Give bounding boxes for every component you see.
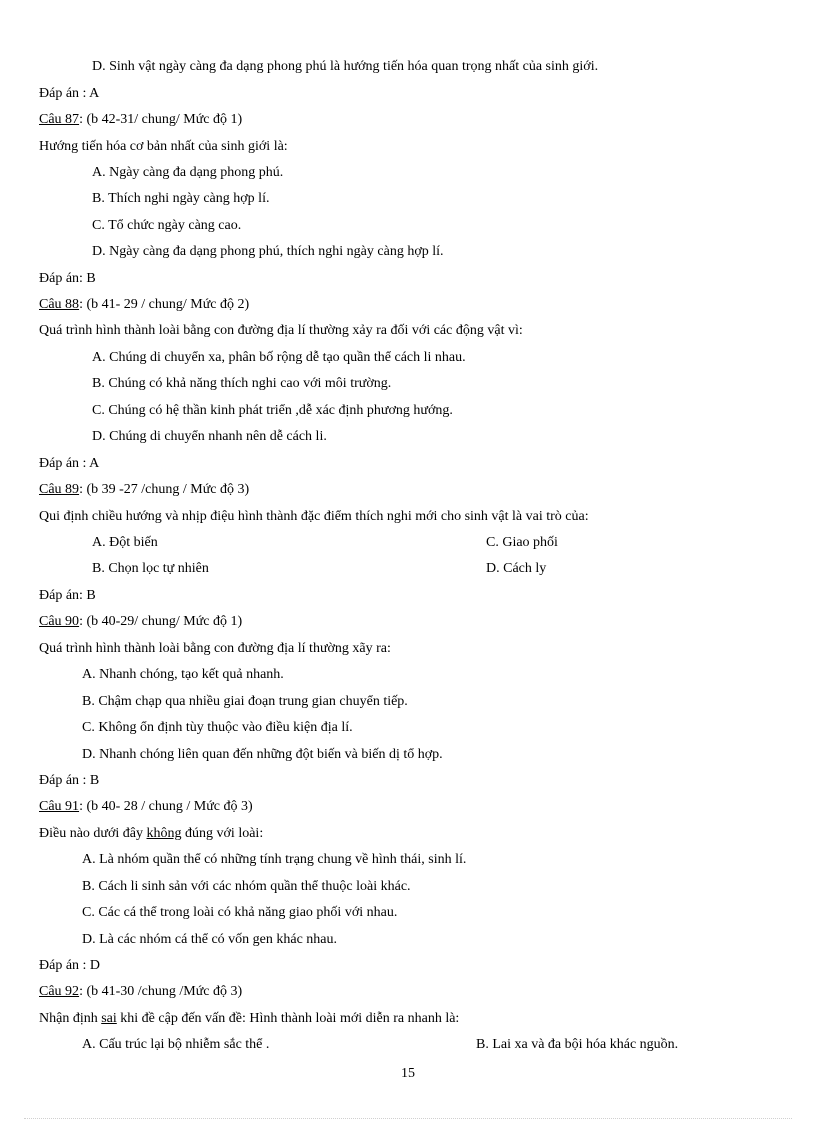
q90-option-d: D. Nhanh chóng liên quan đến những đột biến và biến dị tổ hợp. (82, 747, 443, 762)
q88-heading (39, 296, 249, 314)
q92-option-a: A. Cấu trúc lại bộ nhiễm sắc thể . (82, 1037, 270, 1052)
q91-option-b: B. Cách li sinh sản với các nhóm quần thể thuộc loài khác. (82, 879, 411, 894)
q87-stem: Hướng tiến hóa cơ bản nhất của sinh giới là: (39, 139, 288, 154)
q90-stem: Quá trình hình thành loài bằng con đường địa lí thường xãy ra: (39, 641, 391, 656)
q88-option-b: B. Chúng có khả năng thích nghi cao với môi trường. (92, 376, 392, 391)
q87-label: Câu 87 (39, 112, 80, 127)
q91-meta: : (b 40- 28 / chung / Mức độ 3) (79, 799, 253, 814)
q89-stem: Qui định chiều hướng và nhịp điệu hình thành đặc điểm thích nghi mới cho sinh vật là vai trò của: (39, 509, 589, 524)
page-number: 15 (401, 1066, 415, 1081)
q92-stem-emphasis: sai (101, 1011, 117, 1026)
q89-heading (39, 481, 249, 499)
q86-answer: Đáp án : A (39, 86, 100, 101)
q88-option-d: D. Chúng di chuyển nhanh nên dễ cách li. (92, 429, 327, 444)
q90-meta: : (b 40-29/ chung/ Mức độ 1) (79, 614, 243, 629)
q91-stem-pre: Điều nào dưới đây (39, 826, 147, 841)
q87-option-c: C. Tổ chức ngày càng cao. (92, 218, 242, 233)
q91-heading (39, 798, 253, 816)
q92-option-b: B. Lai xa và đa bội hóa khác nguồn. (476, 1037, 679, 1052)
q87-meta: : (b 42-31/ chung/ Mức độ 1) (79, 112, 243, 127)
q87-option-d: D. Ngày càng đa dạng phong phú, thích nghi ngày càng hợp lí. (92, 244, 444, 259)
q92-stem (39, 1010, 459, 1028)
q91-stem-post: đúng với loài: (181, 826, 264, 841)
q88-meta: : (b 41- 29 / chung/ Mức độ 2) (79, 297, 250, 312)
page-bottom-divider (24, 1118, 792, 1119)
q90-option-b: B. Chậm chạp qua nhiều giai đoạn trung gian chuyển tiếp. (82, 694, 408, 709)
q87-heading (39, 111, 242, 129)
q89-answer: Đáp án: B (39, 588, 96, 603)
q90-answer: Đáp án : B (39, 773, 100, 788)
q87-option-b: B. Thích nghi ngày càng hợp lí. (92, 191, 270, 206)
q88-answer: Đáp án : A (39, 456, 100, 471)
q89-meta: : (b 39 -27 /chung / Mức độ 3) (79, 482, 250, 497)
q88-stem: Quá trình hình thành loài bằng con đường địa lí thường xảy ra đối với các động vật vì: (39, 323, 523, 338)
q91-answer: Đáp án : D (39, 958, 101, 973)
q91-stem-emphasis: không (146, 826, 182, 841)
q89-option-d: D. Cách ly (486, 561, 547, 576)
q92-label: Câu 92 (39, 984, 80, 999)
q89-option-c: C. Giao phối (486, 535, 558, 550)
q91-stem (39, 825, 263, 843)
q91-option-d: D. Là các nhóm cá thể có vốn gen khác nhau. (82, 932, 338, 947)
q91-label: Câu 91 (39, 799, 80, 814)
q90-option-a: A. Nhanh chóng, tạo kết quả nhanh. (82, 667, 284, 682)
q89-label: Câu 89 (39, 482, 80, 497)
q92-stem-post: khi đề cập đến vấn đề: Hình thành loài mới diễn ra nhanh là: (116, 1011, 460, 1026)
q92-heading (39, 983, 242, 1001)
q88-label: Câu 88 (39, 297, 80, 312)
q87-answer: Đáp án: B (39, 271, 96, 286)
q90-label: Câu 90 (39, 614, 80, 629)
q87-option-a: A. Ngày càng đa dạng phong phú. (92, 165, 284, 180)
q91-option-a: A. Là nhóm quần thể có những tính trạng chung về hình thái, sinh lí. (82, 852, 467, 867)
q89-option-b: B. Chọn lọc tự nhiên (92, 561, 209, 576)
q88-option-c: C. Chúng có hệ thần kinh phát triển ,dễ xác định phương hướng. (92, 403, 453, 418)
q90-option-c: C. Không ổn định tùy thuộc vào điều kiện địa lí. (82, 720, 353, 735)
q90-heading (39, 613, 242, 631)
q88-option-a: A. Chúng di chuyển xa, phân bố rộng dễ tạo quần thể cách li nhau. (92, 350, 466, 365)
q89-option-a: A. Đột biến (92, 535, 158, 550)
q91-option-c: C. Các cá thể trong loài có khả năng giao phối với nhau. (82, 905, 398, 920)
q86-option-d: D. Sinh vật ngày càng đa dạng phong phú là hướng tiến hóa quan trọng nhất của sinh giới. (92, 59, 599, 74)
q92-meta: : (b 41-30 /chung /Mức độ 3) (79, 984, 243, 999)
q92-stem-pre: Nhận định (39, 1011, 102, 1026)
